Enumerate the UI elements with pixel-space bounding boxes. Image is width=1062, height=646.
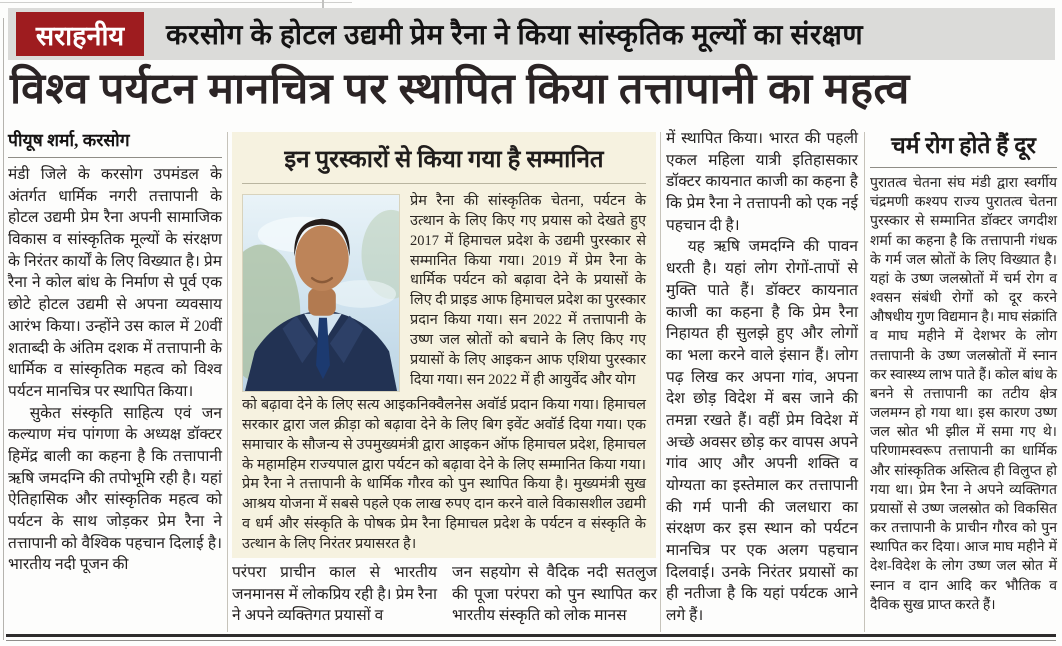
bottom-rule-thick [6, 634, 1056, 637]
page-top-tick [322, 0, 324, 8]
col4-paragraph-2: यह ऋषि जमदग्नि की पावन धरती है। यहां लोग रोगों-तापों से मुक्ति पाते हैं। डॉक्टर कायनात काजी का कहना है कि प्रेम रैना निहायत ही सुलझे हुए और लोगों का भला करने वाले इंसान हैं। लोग पढ़ लिख कर अपना गांव, अपना देश छोड़ विदेश में बस जाने की तमन्ना रखते हैं। वहीं प्रेम विदेश में अच्छे अवसर छोड़ कर वापस अपने गांव आए और अपनी शक्ति व योग्यता का इस्तेमाल कर तत्तापानी की गर्म पानी की जलधारा का संरक्षण कर इस स्थान को पर्यटन मानचित्र पर एक अलग पहचान दिलवाई। उनके निरंतर प्रयासों का ही नतीजा है कि यहां पर्यटक आने लगे हैं। [666, 238, 858, 625]
kicker-text: करसोग के होटल उद्यमी प्रेम रैना ने किया सांस्कृतिक मूल्यों का संरक्षण [166, 20, 864, 51]
page-left-border [3, 18, 4, 640]
below-box-column-b: जन सहयोग से वैदिक नदी सतलुज की पूजा परंपरा को पुन स्थापित कर भारतीय संस्कृति को लोक मानस [452, 564, 657, 625]
kicker-strip [8, 8, 1055, 60]
sidebar-article-text: पुरातत्व चेतना संघ मंडी द्वारा स्वर्गीय चंद्रमणी कश्यप राज्य पुरातत्व चेतना पुरस्कार से सम्मानित डॉक्टर जगदीश शर्मा का कहना है कि तत्तापानी गंधक के गर्म जल स्रोतों के लिए विख्यात है। यहां के उष्ण जलस्रोतों में चर्म रोग व श्वसन संबंधी रोगों को दूर करने औषधीय गुण विद्यमान है। माघ संक्रांति व माघ महीने में देशभर के लोग तत्तापानी के उष्ण जलस्रोतों में स्नान कर स्वास्थ्य लाभ पाते हैं। कोल बांध के बनने से तत्तापानी का तटीय क्षेत्र जलमग्न हो गया था। इस कारण उष्ण जल स्रोत भी झील में समा गए थे। परिणामस्वरूप तत्तापानी का धार्मिक और सांस्कृतिक अस्तित्व ही विलुप्त हो गया था। प्रेम रैना ने अपने व्यक्तिगत प्रयासों से उष्ण जलस्रोत को विकसित कर तत्तापानी के प्राचीन गौरव को पुन स्थापित कर दिया। आज माघ महीने में देश-विदेश के लोग उष्ण जल स्रोत में स्नान व दान आदि कर भौतिक व दैविक सुख प्राप्त करते हैं। [870, 176, 1057, 613]
awards-box [232, 132, 656, 558]
awards-box-title: इन पुरस्कारों से किया गया है सम्मानित [242, 138, 646, 184]
sidebar-article-title: चर्म रोग होते हैं दूर [870, 128, 1057, 168]
column-4 [666, 128, 858, 627]
page-top-hairline [0, 2, 352, 3]
awards-text-beside-photo: प्रेम रैना की सांस्कृतिक चेतना, पर्यटन के उत्थान के लिए किए गए प्रयास को देखते हुए 2017 में हिमाचल प्रदेश के उद्यमी पुरस्कार से सम्मानित किया गया। 2019 में प्रेम रैना के धार्मिक पर्यटन को बढ़ावा देने के प्रयासों के लिए दी प्राइड आफ हिमाचल प्रदेश का पुरस्कार प्रदान किया गया। सन 2022 में तत्तापानी के उष्ण जल स्रोतों को बचाने के लिए किए गए प्रयासों के लिए आइकन आफ एशिया पुरस्कार दिया गया। सन 2022 में ही आयुर्वेद और योग [410, 193, 646, 388]
bottom-rule-thin [6, 640, 1056, 641]
column-1 [8, 128, 222, 576]
awards-text-below-photo: को बढ़ावा देने के लिए सत्य आइकनिक्वैलनेस अवॉर्ड प्रदान किया गया। हिमाचल सरकार द्वारा जल क्रीड़ा को बढ़ावा देने के लिए बिग इवेंट अवॉर्ड दिया गया। एक समाचार के सौजन्य से उपमुख्यमंत्री द्वारा आइकन ऑफ हिमाचल प्रदेश, हिमाचल के महामहिम राज्यपाल द्वारा पर्यटन को बढ़ावा देने के लिए सम्मानित किया गया। प्रेम रैना ने तत्तापानी के धार्मिक गौरव को पुन स्थापित किया है। मुख्यमंत्री सुख आश्रय योजना में सबसे पहले एक लाख रुपए दान करने वाले विकासशील उद्यमी व धर्म और संस्कृति के पोषक प्रेम रैना हिमाचल प्रदेश के पर्यटन व संस्कृति के उत्थान के लिए निरंतर प्रयासरत है। [242, 397, 646, 553]
col1-paragraph-2: सुकेत संस्कृति साहित्य एवं जन कल्याण मंच पांगणा के अध्यक्ष डॉक्टर हिमेंद्र बाली का कहना है कि तत्तापानी ऋषि जमदग्नि की तपोभूमि रही है। यहां ऐतिहासिक और सांस्कृतिक महत्व को पर्यटन के साथ जोड़कर प्रेम रैना ने तत्तापानी को वैश्विक पहचान दिलाई है। भारतीय नदी पूजन की [8, 404, 222, 574]
below-box-column-a: परंपरा प्राचीन काल से भारतीय जनमानस में लोकप्रिय रही है। प्रेम रैना ने अपने व्यक्तिगत प्रयासों व [232, 564, 437, 625]
column-rule [227, 132, 228, 632]
col1-paragraph-1: मंडी जिले के करसोग उपमंडल के अंतर्गत धार्मिक नगरी तत्तापानी के होटल उद्यमी प्रेम रैना अपनी सामाजिक विकास व सांस्कृतिक मूल्यों के संरक्षण के निरंतर कार्यों के लिए विख्यात है। प्रेम रैना ने कोल बांध के निर्माण से पूर्व एक छोटे होटल उद्यमी से अपना व्यवसाय आरंभ किया। उन्होंने उस काल में 20वीं शताब्दी के अंतिम दशक में तत्तापानी के धार्मिक व सांस्कृतिक महत्व को विश्व पर्यटन मानचित्र पर स्थापित किया। [8, 166, 222, 400]
col4-paragraph-1: में स्थापित किया। भारत की पहली एकल महिला यात्री इतिहासकार डॉक्टर कायनात काजी का कहना है कि प्रेम रैना ने तत्तापनी को एक नई पहचान दी है। [666, 130, 858, 234]
byline: पीयूष शर्मा, करसोग [8, 128, 222, 158]
column-rule [660, 132, 661, 632]
column-rule [864, 132, 865, 632]
prem-raina-photo [242, 194, 400, 392]
column-5 [870, 128, 1057, 615]
kicker-badge: सराहनीय [16, 12, 144, 56]
main-headline: विश्व पर्यटन मानचित्र पर स्थापित किया तत्तापानी का महत्व [10, 66, 910, 113]
